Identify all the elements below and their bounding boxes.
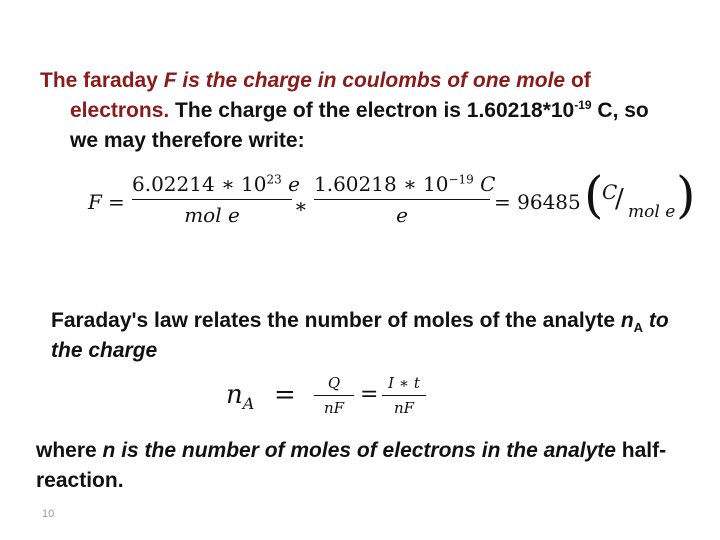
eq2-f1-num: Q [327, 374, 341, 392]
faraday-law-paragraph [51, 306, 701, 366]
text-reaction: reaction. [36, 469, 124, 492]
eq1-times: ∗ [294, 194, 308, 218]
eq1-f1-bar [132, 199, 292, 200]
eq1-fraction-charge [314, 172, 496, 227]
eq1-unit-mol-e: mol e [628, 202, 676, 222]
faraday-law-equation [226, 368, 486, 426]
eq2-f2-num: I ∗ t [388, 374, 420, 392]
eq2-f1-bar [314, 395, 354, 396]
eq1-right-paren: ) [676, 166, 696, 224]
eq1-f1-exp: 23 [266, 172, 282, 187]
eq2-f1-den: nF [323, 399, 345, 417]
eq2-equals: = [274, 380, 296, 410]
eq1-f2-exp: −19 [448, 172, 474, 187]
text-c-so: C, so [591, 99, 649, 122]
eq1-f1-den: mol e [184, 203, 240, 227]
text-the-faraday: The faraday [40, 69, 164, 92]
eq1-f1-tail: e [281, 172, 300, 196]
eq2-fraction-q [314, 374, 354, 417]
eq1-f2-bar [314, 199, 490, 200]
text-n-sub-a: A [633, 320, 644, 336]
eq1-equals: = [108, 190, 125, 214]
text-n: n [620, 309, 634, 332]
eq1-unit-c: C [602, 180, 618, 204]
text-faraday-definition: F is the charge in coulombs of one mole [163, 69, 571, 92]
faraday-equation [88, 168, 708, 248]
text-to: to [643, 309, 669, 332]
eq1-f1-num: 6.02214 ∗ 10 [132, 172, 267, 196]
text-we-may-write: we may therefore write: [70, 129, 305, 152]
eq1-left-paren: ( [584, 166, 604, 224]
eq2-equals-b: = [360, 382, 379, 407]
eq1-f2-num: 1.60218 ∗ 10 [314, 172, 449, 196]
faraday-definition-paragraph [40, 66, 680, 156]
eq1-f2-tail: C [473, 172, 496, 196]
eq1-result: = 96485 [494, 190, 581, 214]
eq2-f2-den: nF [393, 399, 415, 417]
text-electron-charge: The charge of the electron is 1.60218*10 [169, 99, 575, 122]
page-number: 10 [42, 508, 55, 520]
eq2-f2-bar [382, 395, 426, 396]
eq2-fraction-it [382, 374, 426, 417]
text-electrons: electrons. [70, 99, 170, 122]
text-exponent: -19 [574, 98, 592, 112]
moles-electrons-paragraph [36, 436, 696, 496]
eq1-lhs: F [88, 190, 102, 214]
eq1-f2-den: e [396, 203, 408, 227]
text-faraday-law: Faraday's law relates the number of moles of the analyte [51, 309, 621, 332]
text-n-definition: n is the number of moles of electrons in the analyte [102, 439, 616, 462]
text-the-charge: the charge [51, 339, 158, 362]
text-where: where [36, 439, 103, 462]
eq1-unit-slash: / [615, 184, 624, 214]
eq1-fraction-avogadro [132, 172, 300, 227]
text-of: of [570, 69, 591, 92]
eq2-lhs: $n_A$ [226, 380, 255, 414]
text-half: half- [615, 439, 667, 462]
